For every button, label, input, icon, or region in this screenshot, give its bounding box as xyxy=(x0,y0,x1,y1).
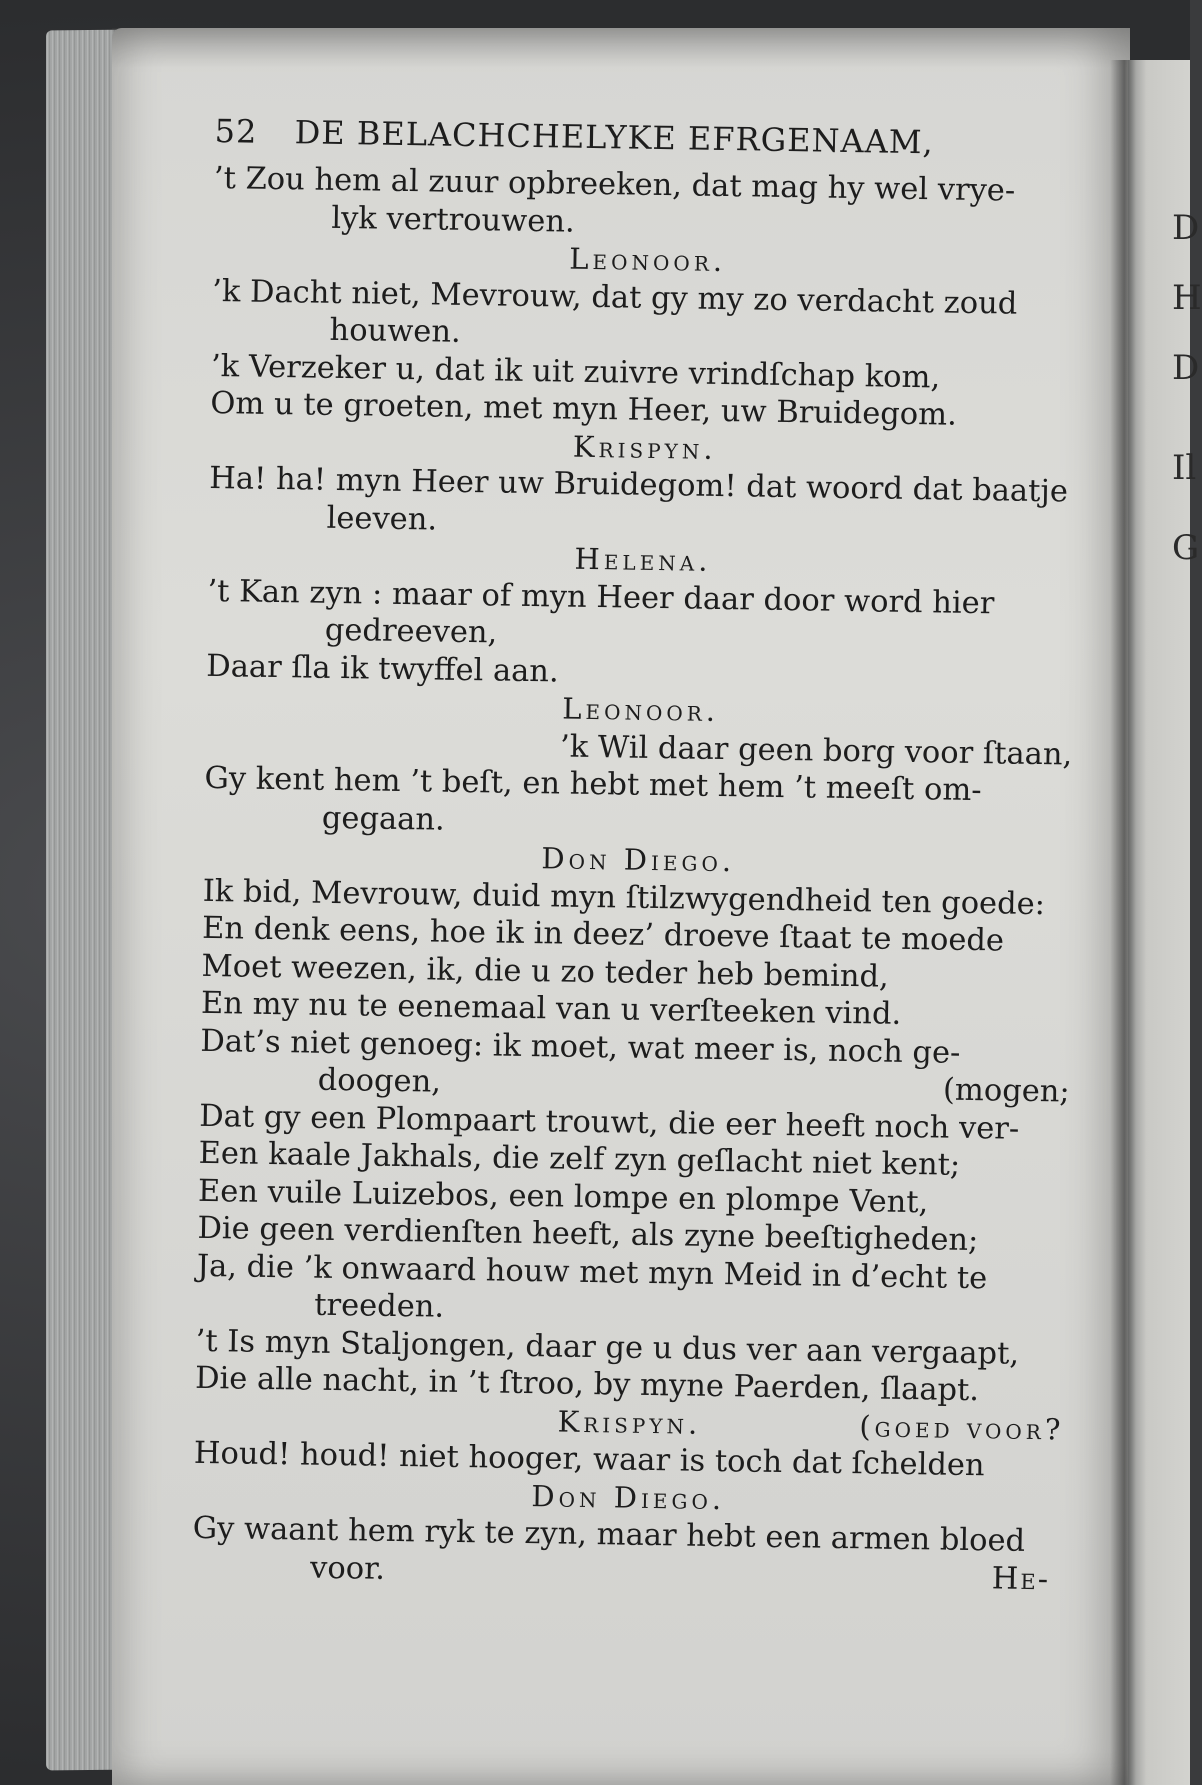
verse-text: Om u te groeten, met myn Heer, uw Bruidegom. xyxy=(210,385,958,433)
speaker-label: Don Diego. xyxy=(531,1478,726,1516)
verse-text: Een kaale Jakhals, die zelf zyn geſlacht niet kent; xyxy=(198,1135,961,1183)
turnover-note: (goed voor? xyxy=(859,1408,1065,1447)
facing-page-edge xyxy=(1128,60,1202,1785)
verse-text: Gy waant hem ryk te zyn, maar hebt een armen bloed xyxy=(192,1510,1026,1559)
speaker-label: Krispyn. xyxy=(572,429,717,466)
verse-text: ’k Verzeker u, dat ik uit zuivre vrindſchap kom, xyxy=(210,348,941,395)
verse-text: Ha! ha! myn Heer uw Bruidegom! dat woord dat baatje xyxy=(208,460,1069,510)
facing-page-letter: Il xyxy=(1172,448,1197,488)
running-title: DE BELACHCHELYKE EFRGENAAM, xyxy=(294,113,934,162)
verse-text: ’k Wil daar geen borg voor ſtaan, xyxy=(559,729,1073,773)
facing-page-letter: G xyxy=(1172,528,1200,568)
facing-page-letter: D xyxy=(1172,208,1200,248)
verse-text: En denk eens, hoe ik in deez’ droeve ſtaat te moede xyxy=(201,910,1005,959)
speaker-label: Don Diego. xyxy=(541,841,736,879)
verse-text: doogen, xyxy=(317,1062,442,1100)
verse-text: Gy kent hem ’t beſt, en hebt met hem ’t meeſt om- xyxy=(204,760,982,809)
verse-text: Houd! houd! niet hooger, waar is toch dat ſchelden xyxy=(193,1435,985,1484)
verse-text: Een vuile Luizebos, een lompe en plompe Vent, xyxy=(197,1173,929,1220)
page-top-shadow xyxy=(112,28,1130,68)
verse-text: treeden. xyxy=(313,1287,445,1325)
catchword: He- xyxy=(991,1560,1051,1597)
speaker-label: Leonoor. xyxy=(561,691,720,728)
verse-text: houwen. xyxy=(329,312,461,350)
verse-text: ’k Dacht niet, Mevrouw, dat gy my zo verdacht zoud xyxy=(211,273,1018,322)
verse-text: Ja, die ’k onwaard houw met myn Meid in d’echt te xyxy=(196,1248,988,1296)
verse-text: Die alle nacht, in ’t ſtroo, by myne Paerden, ſlaapt. xyxy=(194,1360,980,1409)
verse-text: ’t Zou hem al zuur opbreeken, dat mag hy wel vrye- xyxy=(213,160,1016,209)
book-gutter xyxy=(1110,60,1136,1785)
speaker-label: Helena. xyxy=(574,541,712,578)
verse-text: Moet weezen, ik, die u zo teder heb bemind, xyxy=(201,948,890,995)
verse-text: Daar ſla ik twyffel aan. xyxy=(206,648,559,689)
facing-page-letter: H xyxy=(1172,278,1202,318)
verse-text: En my nu te eenemaal van u verſteeken vind. xyxy=(200,985,902,1032)
verse-text: Dat gy een Plompaart trouwt, die eer heeft noch ver- xyxy=(198,1098,1020,1147)
verse-text: Die geen verdienſten heeft, als zyne beeſtigheden; xyxy=(197,1210,979,1259)
verse-text: Dat’s niet genoeg: ik moet, wat meer is, noch ge- xyxy=(200,1023,961,1071)
verse-text: leeven. xyxy=(326,500,438,538)
facing-page-letter: D xyxy=(1172,348,1200,388)
verse-text: voor. xyxy=(309,1550,386,1587)
turnover-note: (mogen; xyxy=(942,1072,1070,1110)
page-number: 52 xyxy=(214,112,258,151)
verse-text: ’t Kan zyn : maar of myn Heer daar door word hier xyxy=(207,573,995,621)
verse-text: Ik bid, Mevrouw, duid myn ſtilzwygendheid ten goede: xyxy=(202,873,1046,922)
verse-text: gegaan. xyxy=(321,800,445,838)
speaker-label: Leonoor. xyxy=(569,241,727,279)
page-text xyxy=(192,112,1085,1598)
verse-text: ’t Is myn Staljongen, daar ge u dus ver aan vergaapt, xyxy=(195,1323,1020,1372)
verse-text: gedreeven, xyxy=(324,612,498,651)
speaker-label: Krispyn. xyxy=(557,1404,702,1441)
text-lines xyxy=(192,160,1084,1598)
verse-text: lyk vertrouwen. xyxy=(331,200,575,240)
